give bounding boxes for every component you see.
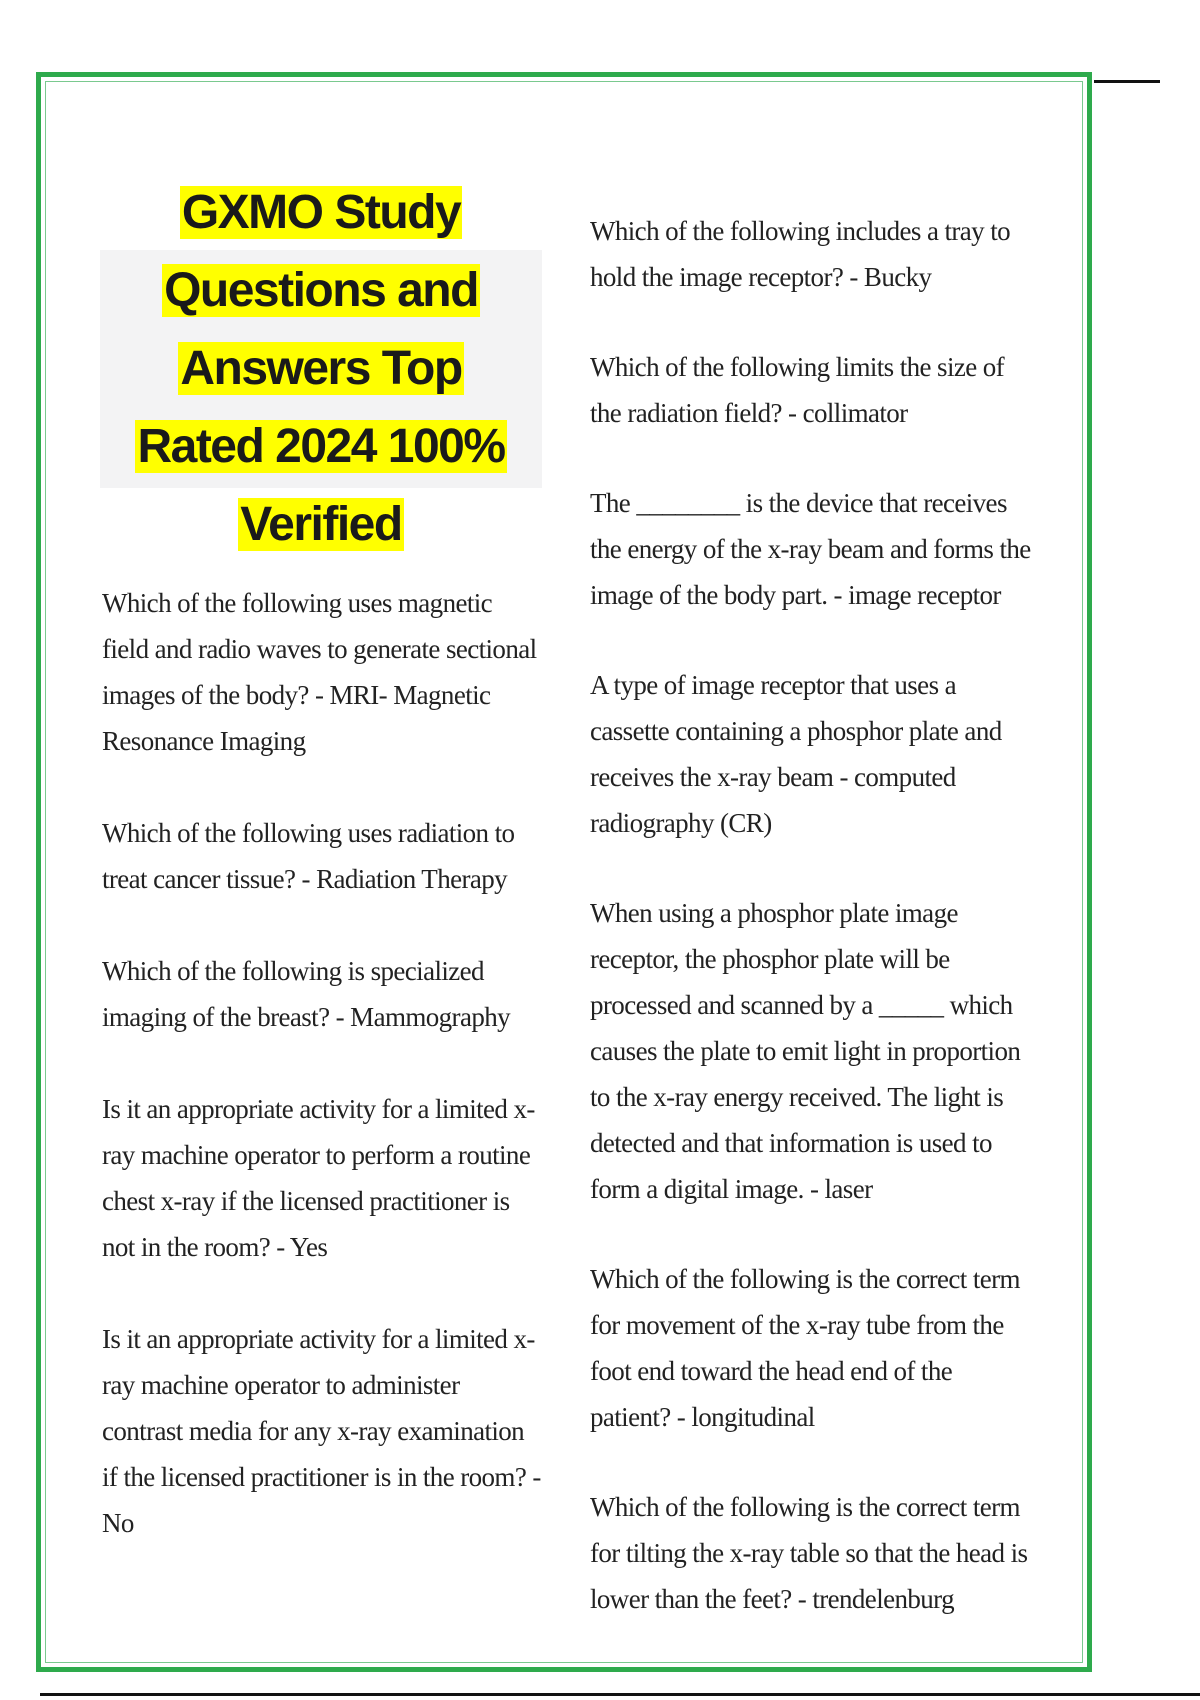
qa-item: Which of the following limits the size of the radiation field? - collimator	[590, 352, 1005, 428]
document-title-text: GXMO Study Questions and Answers Top Rated 2024 100% Verified	[137, 186, 505, 551]
top-right-rule	[1094, 80, 1160, 83]
qa-item: Which of the following uses radiation to treat cancer tissue? - Radiation Therapy	[102, 818, 515, 894]
qa-item: A type of image receptor that uses a cassette containing a phosphor plate and receives the x-ray beam - computed radiography (CR)	[590, 670, 1002, 838]
qa-item: Which of the following is specialized imaging of the breast? - Mammography	[102, 956, 511, 1032]
document-title	[111, 174, 531, 564]
qa-item: The ________ is the device that receives the energy of the x-ray beam and forms the image of the body part. - image receptor	[590, 488, 1031, 610]
qa-item: Which of the following is the correct term for tilting the x-ray table so that the head is lower than the feet? - trendelenburg	[590, 1492, 1028, 1614]
qa-item: Which of the following is the correct term for movement of the x-ray tube from the foot end toward the head end of the patient? - longitudinal	[590, 1264, 1020, 1432]
left-column	[102, 580, 542, 1592]
qa-item: Which of the following includes a tray to hold the image receptor? - Bucky	[590, 216, 1011, 292]
qa-item: Which of the following uses magnetic field and radio waves to generate sectional images of the body? - MRI- Magnetic Resonance Imaging	[102, 588, 537, 756]
qa-item: Is it an appropriate activity for a limited x-ray machine operator to perform a routine chest x-ray if the licensed practitioner is not in the room? - Yes	[102, 1094, 535, 1262]
bottom-rule	[40, 1693, 1200, 1696]
title-box	[100, 186, 542, 551]
qa-item: When using a phosphor plate image receptor, the phosphor plate will be processed and scanned by a _____ which causes the plate to emit light in proportion to the x-ray energy received. The light is detected and that information is used to form a digital image. - laser	[590, 898, 1021, 1204]
right-column	[590, 208, 1035, 1666]
qa-item: Is it an appropriate activity for a limited x-ray machine operator to administer contrast media for any x-ray examination if the licensed practitioner is in the room? - No	[102, 1324, 541, 1538]
